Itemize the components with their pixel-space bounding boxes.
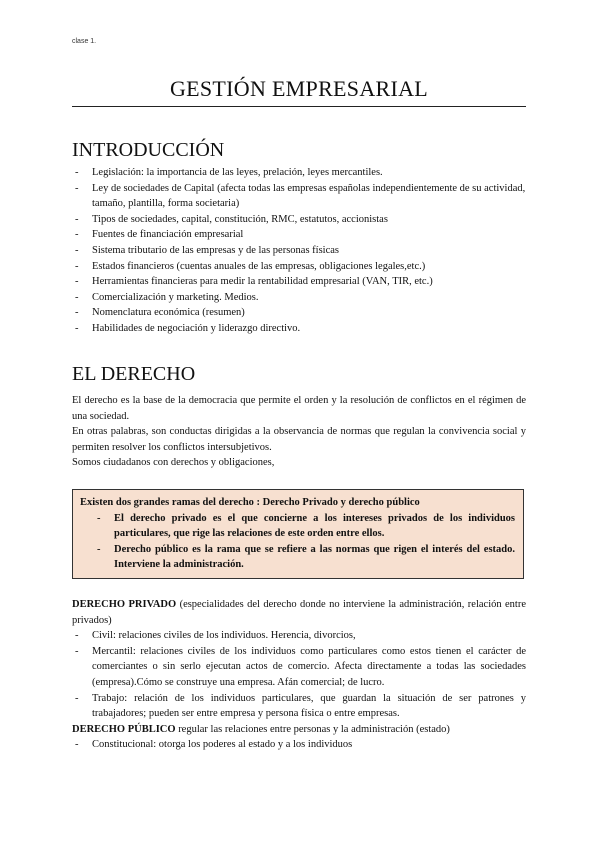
- list-item: - Derecho público es la rama que se refiere a las normas que rigen el interés del estado. Interviene la administración.: [80, 542, 515, 573]
- privado-label: DERECHO PRIVADO: [72, 599, 177, 610]
- derecho-heading: EL DERECHO: [72, 363, 196, 385]
- list-item: - El derecho privado es el que concierne a los intereses privados de los individuos particulares, que rige las relaciones de este orden entre ellos.: [80, 511, 515, 542]
- paragraph: El derecho es la base de la democracia que permite el orden y la resolución de conflictos en el régimen de una sociedad.: [72, 395, 526, 422]
- list-item: - Herramientas financieras para medir la rentabilidad empresarial (VAN, TIR, etc.): [72, 274, 526, 290]
- list-item: - Trabajo: relación de los individuos particulares, que guardan la situación de ser patrones y trabajadores; pueden ser entre empresa y persona física o entre empresas.: [72, 691, 526, 722]
- list-item: - Fuentes de financiación empresarial: [72, 227, 526, 243]
- paragraph: En otras palabras, son conductas dirigidas a la observancia de normas que regulan la convivencia social y permiten resolver los conflictos intersubjetivos.: [72, 426, 526, 453]
- list-item: - Legislación: la importancia de las leyes, prelación, leyes mercantiles.: [72, 165, 526, 181]
- ramas-callout-box: [72, 489, 524, 579]
- derecho-intro: [72, 393, 526, 471]
- list-item: - Comercialización y marketing. Medios.: [72, 290, 526, 306]
- list-item: - Constitucional: otorga los poderes al estado y a los individuos: [72, 737, 526, 753]
- list-item: - Tipos de sociedades, capital, constitución, RMC, estatutos, accionistas: [72, 212, 526, 228]
- list-item: - Habilidades de negociación y liderazgo directivo.: [72, 321, 526, 337]
- publico-lead: [72, 722, 526, 738]
- callout-lead: Existen dos grandes ramas del derecho : Derecho Privado y derecho público: [80, 497, 420, 508]
- privado-lead: [72, 597, 526, 628]
- privado-description: (especialidades del derecho donde no interviene la administración, relación entre privados): [72, 599, 527, 626]
- derecho-privado-section: [72, 597, 526, 753]
- list-item: - Estados financieros (cuentas anuales de las empresas, obligaciones legales,etc.): [72, 259, 526, 275]
- class-note: clase 1.: [72, 38, 97, 45]
- intro-list: [72, 165, 526, 337]
- list-item: - Civil: relaciones civiles de los individuos. Herencia, divorcios,: [72, 628, 526, 644]
- publico-description: regular las relaciones entre personas y la administración (estado): [175, 723, 450, 735]
- list-item: - Ley de sociedades de Capital (afecta todas las empresas españolas independientemente de su actividad, tamaño, plantilla, forma societaria): [72, 181, 526, 212]
- intro-heading: INTRODUCCIÓN: [72, 139, 225, 161]
- privado-list: [72, 628, 526, 722]
- publico-label: DERECHO PÚBLICO: [72, 723, 176, 735]
- callout-list: [80, 511, 515, 573]
- list-item: - Sistema tributario de las empresas y de las personas físicas: [72, 243, 526, 259]
- list-item: - Mercantil: relaciones civiles de los individuos como particulares como estos tienen el carácter de comerciantes o sin serlo ejecutan actos de comercio. Afecta directamente a todas las sociedades (empresa).Cómo se construye una empresa. Afán comercial; de lucro.: [72, 644, 526, 691]
- paragraph: Somos ciudadanos con derechos y obligaciones,: [72, 457, 275, 469]
- publico-list: [72, 737, 526, 753]
- title-underline: [72, 106, 526, 107]
- list-item: - Nomenclatura económica (resumen): [72, 305, 526, 321]
- document-title: GESTIÓN EMPRESARIAL: [169, 76, 429, 101]
